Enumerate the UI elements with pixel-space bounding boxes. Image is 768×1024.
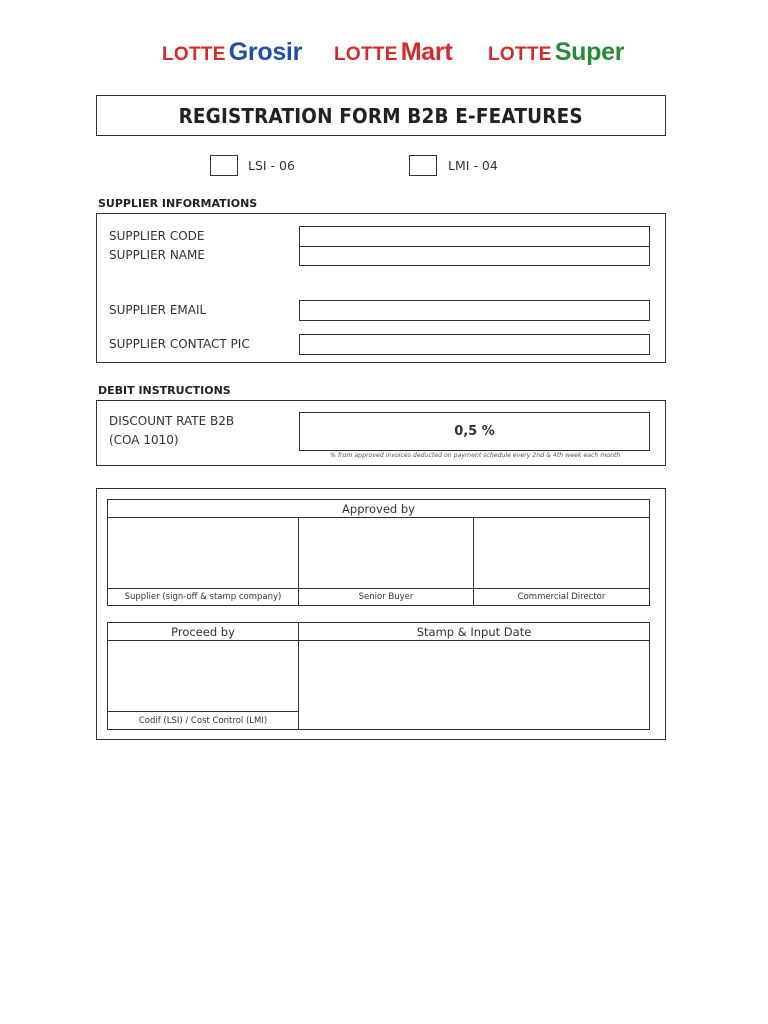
logo-prefix: LOTTE: [162, 44, 226, 65]
supplier-section-title: SUPPLIER INFORMATIONS: [98, 197, 258, 210]
form-title: REGISTRATION FORM B2B E-FEATURES: [178, 103, 584, 128]
logo-brand: Super: [554, 38, 625, 66]
coa-label: (COA 1010): [109, 433, 179, 447]
supplier-contact-label: SUPPLIER CONTACT PIC: [109, 337, 250, 351]
supplier-signature-box: [107, 517, 299, 589]
lsi-checkbox[interactable]: [210, 155, 238, 176]
approved-by-header: [107, 499, 650, 518]
discount-rate-label: DISCOUNT RATE B2B: [109, 414, 235, 428]
logo-prefix: LOTTE: [488, 44, 552, 65]
commercial-director-signature-box: [473, 517, 650, 589]
senior-buyer-label: Senior Buyer: [358, 592, 414, 602]
logo-brand: Grosir: [228, 38, 303, 66]
supplier-contact-field[interactable]: [299, 334, 650, 355]
title-box: [96, 95, 666, 136]
stamp-input-date-box: [298, 640, 650, 730]
lmi-label: LMI - 04: [448, 158, 498, 173]
stamp-date-header: [298, 622, 650, 641]
codif-signature-box: [107, 640, 299, 712]
supplier-email-field[interactable]: [299, 300, 650, 321]
lmi-checkbox[interactable]: [409, 155, 437, 176]
codif-cell: [107, 711, 299, 730]
commercial-director-cell: [473, 588, 650, 606]
supplier-name-label: SUPPLIER NAME: [109, 248, 205, 262]
senior-buyer-signature-box: [298, 517, 474, 589]
supplier-code-field[interactable]: [299, 226, 650, 247]
proceed-by-header: [107, 622, 299, 641]
discount-rate-box: [299, 412, 650, 451]
logo-prefix: LOTTE: [334, 44, 398, 65]
supplier-name-field[interactable]: [299, 246, 650, 266]
logo-brand: Mart: [400, 38, 453, 66]
supplier-code-label: SUPPLIER CODE: [109, 229, 205, 243]
proceed-by-label: Proceed by: [171, 624, 235, 639]
codif-label: Codif (LSI) / Cost Control (LMI): [138, 715, 268, 726]
lotte-grosir-logo: [162, 38, 302, 72]
lsi-label: LSI - 06: [248, 158, 295, 173]
supplier-signatory-label: Supplier (sign-off & stamp company): [124, 592, 282, 602]
commercial-director-label: Commercial Director: [517, 592, 606, 602]
senior-buyer-cell: [298, 588, 474, 606]
approved-by-label: Approved by: [342, 501, 415, 516]
stamp-date-label: Stamp & Input Date: [416, 624, 532, 639]
lotte-super-logo: [488, 38, 624, 72]
supplier-signatory-cell: [107, 588, 299, 606]
supplier-email-label: SUPPLIER EMAIL: [109, 303, 207, 317]
discount-note: % from approved invoices deducted on payment schedule every 2nd & 4th week each month: [330, 452, 621, 459]
discount-rate-value: 0,5 %: [454, 424, 495, 439]
debit-section-title: DEBIT INSTRUCTIONS: [98, 384, 231, 397]
lotte-mart-logo: [334, 38, 452, 72]
